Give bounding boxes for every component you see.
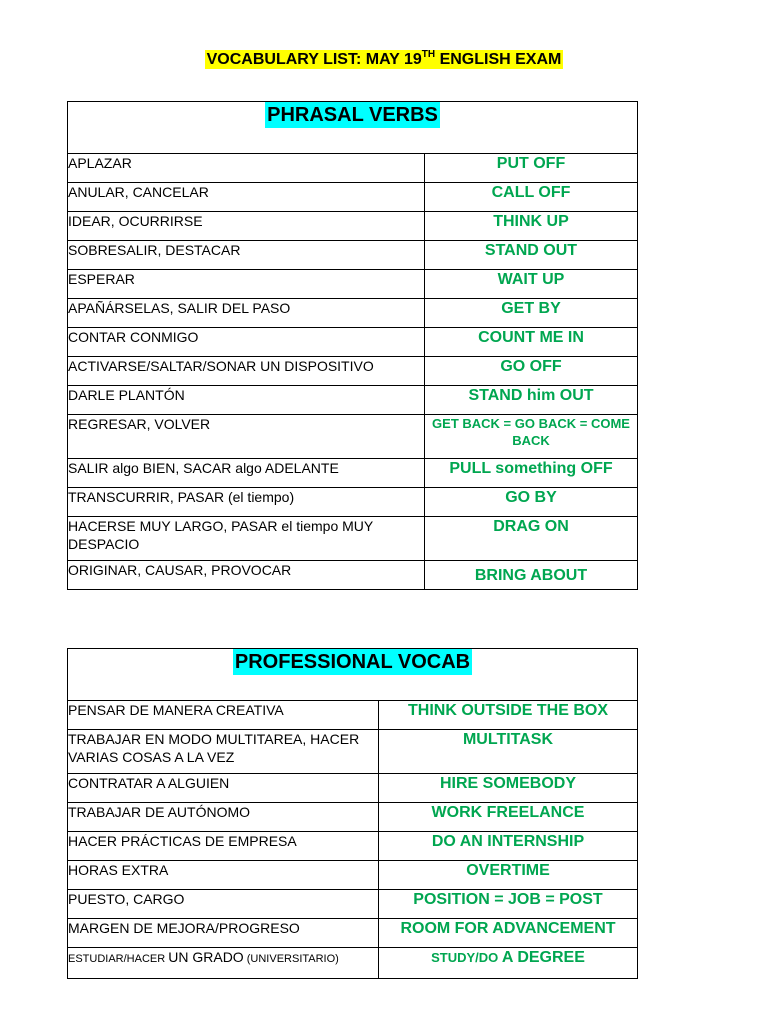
spanish-term: CONTAR CONMIGO <box>68 328 425 357</box>
table-row <box>68 890 638 919</box>
english-term: GO BY <box>425 488 638 517</box>
term-part: A DEGREE <box>501 949 585 966</box>
table-row <box>68 919 638 948</box>
table-row <box>68 415 638 459</box>
spanish-term: TRABAJAR EN MODO MULTITAREA, HACER VARIAS COSAS A LA VEZ <box>68 730 379 774</box>
table-row <box>68 730 638 774</box>
english-term: WAIT UP <box>425 270 638 299</box>
section-header-cell <box>68 649 638 701</box>
term-part: ESTUDIAR/HACER <box>68 953 169 965</box>
english-term: POSITION = JOB = POST <box>379 890 638 919</box>
spanish-term: DARLE PLANTÓN <box>68 386 425 415</box>
table-row <box>68 241 638 270</box>
table-row <box>68 517 638 561</box>
spanish-term: MARGEN DE MEJORA/PROGRESO <box>68 919 379 948</box>
english-term: DO AN INTERNSHIP <box>379 832 638 861</box>
table-row <box>68 154 638 183</box>
spanish-term <box>68 948 379 979</box>
english-term: ROOM FOR ADVANCEMENT <box>379 919 638 948</box>
english-term: GET BACK = GO BACK = COME BACK <box>425 415 638 459</box>
table-row <box>68 357 638 386</box>
english-term: GET BY <box>425 299 638 328</box>
table-row <box>68 948 638 979</box>
english-term: THINK UP <box>425 212 638 241</box>
spanish-term: CONTRATAR A ALGUIEN <box>68 774 379 803</box>
section-header-cell <box>68 102 638 154</box>
spanish-term: TRANSCURRIR, PASAR (el tiempo) <box>68 488 425 517</box>
term-part: (UNIVERSITARIO) <box>243 953 339 965</box>
spanish-term: REGRESAR, VOLVER <box>68 415 425 459</box>
table-row <box>68 459 638 488</box>
title-suffix: ENGLISH EXAM <box>435 51 562 68</box>
english-term: PUT OFF <box>425 154 638 183</box>
english-term: PULL something OFF <box>425 459 638 488</box>
spanish-term: ACTIVARSE/SALTAR/SONAR UN DISPOSITIVO <box>68 357 425 386</box>
english-term: THINK OUTSIDE THE BOX <box>379 701 638 730</box>
table-row <box>68 561 638 590</box>
spanish-term: PENSAR DE MANERA CREATIVA <box>68 701 379 730</box>
english-term: COUNT ME IN <box>425 328 638 357</box>
english-term: STAND him OUT <box>425 386 638 415</box>
phrasal-verbs-table <box>67 101 638 590</box>
english-term: WORK FREELANCE <box>379 803 638 832</box>
title-prefix: VOCABULARY LIST: MAY 19 <box>206 51 422 68</box>
section-heading-phrasal-verbs: PHRASAL VERBS <box>267 104 438 126</box>
spanish-term: ESPERAR <box>68 270 425 299</box>
spanish-term: SALIR algo BIEN, SACAR algo ADELANTE <box>68 459 425 488</box>
table-row <box>68 183 638 212</box>
table-row <box>68 803 638 832</box>
english-term: CALL OFF <box>425 183 638 212</box>
english-term: BRING ABOUT <box>425 561 638 590</box>
section-header-row <box>68 102 638 154</box>
spanish-term: IDEAR, OCURRIRSE <box>68 212 425 241</box>
table-row <box>68 270 638 299</box>
table-row <box>68 386 638 415</box>
professional-vocab-table <box>67 648 638 979</box>
table-row <box>68 212 638 241</box>
title-highlight <box>205 50 564 69</box>
spanish-term: HACER PRÁCTICAS DE EMPRESA <box>68 832 379 861</box>
english-term: HIRE SOMEBODY <box>379 774 638 803</box>
section-header-row <box>68 649 638 701</box>
table-row <box>68 861 638 890</box>
english-term <box>379 948 638 979</box>
table-row <box>68 488 638 517</box>
table-row <box>68 774 638 803</box>
english-term: MULTITASK <box>379 730 638 774</box>
spanish-term: ORIGINAR, CAUSAR, PROVOCAR <box>68 561 425 590</box>
section-heading-professional-vocab: PROFESSIONAL VOCAB <box>234 651 471 673</box>
term-part: UN GRADO <box>168 949 244 965</box>
table-row <box>68 701 638 730</box>
title-superscript: TH <box>421 49 436 60</box>
spanish-term: ANULAR, CANCELAR <box>68 183 425 212</box>
spanish-term: APAÑÁRSELAS, SALIR DEL PASO <box>68 299 425 328</box>
english-term: STAND OUT <box>425 241 638 270</box>
spanish-term: HORAS EXTRA <box>68 861 379 890</box>
english-term: DRAG ON <box>425 517 638 561</box>
english-term: OVERTIME <box>379 861 638 890</box>
table-row <box>68 328 638 357</box>
spanish-term: SOBRESALIR, DESTACAR <box>68 241 425 270</box>
term-part: STUDY/DO <box>431 950 502 965</box>
english-term: GO OFF <box>425 357 638 386</box>
table-row <box>68 299 638 328</box>
spanish-term: HACERSE MUY LARGO, PASAR el tiempo MUY DESPACIO <box>68 517 425 561</box>
spanish-term: APLAZAR <box>68 154 425 183</box>
document-title <box>0 50 768 70</box>
spanish-term: TRABAJAR DE AUTÓNOMO <box>68 803 379 832</box>
table-row <box>68 832 638 861</box>
spanish-term: PUESTO, CARGO <box>68 890 379 919</box>
